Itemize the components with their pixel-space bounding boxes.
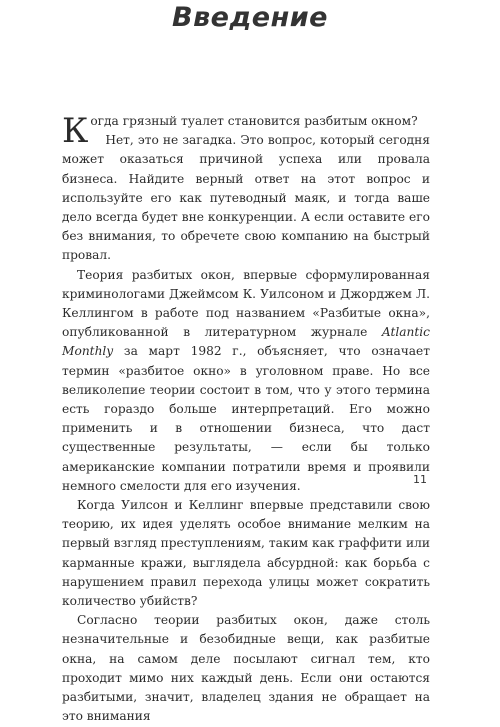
paragraph-1 (62, 111, 430, 151)
paragraph-3-text-b: за март 1982 г., объясняет, что означает термин «разбитое окно» в уголовном праве. Но все великолепие теории состоит в том, что у этого термина есть гораздо больше интерпретаций. Его можно применить и в отношении бизнеса, что даст существенные результаты, — если бы только американские компании потратили время и проявили немного смелости для его изучения. (62, 344, 430, 493)
paragraph-5: Согласно теории разбитых окон, даже столь незначительные и безобидные вещи, как разбитые окна, на самом деле посылают сигнал тем, кто проходит мимо них каждый день. Если они остаются разбитыми, значит, владелец здания не обращает на это внимания (62, 613, 430, 724)
paragraph-1-text: огда грязный туалет становится разбитым окном? (90, 114, 418, 128)
page-number: 11 (413, 473, 427, 486)
page-title: Введение (172, 2, 328, 33)
journal-name: Atlantic Monthly (62, 325, 430, 359)
body-text (62, 112, 430, 727)
drop-cap: К (62, 111, 89, 151)
paragraph-3-text-a: Теория разбитых окон, впервые сформулированная криминологами Джеймсом К. Уилсоном и Джорджем Л. Келлингом в работе под названием «Разбитые окна», опубликованной в литературном журнале (62, 267, 430, 340)
paragraph-3 (62, 266, 430, 496)
paragraph-2: Нет, это не загадка. Это вопрос, который сегодня может оказаться причиной успеха или провала бизнеса. Найдите верный ответ на этот вопрос и используйте его как путеводный маяк, и тогда ваше дело всегда будет вне конкуренции. А если оставите его без внимания, то обречете свою компанию на быстрый провал. (62, 133, 430, 263)
paragraph-4: Когда Уилсон и Келлинг впервые представили свою теорию, их идея уделять особое внимание мелким на первый взгляд преступлениям, таким как граффити или карманные кражи, выглядела абсурдной: как борьба с нарушением правил перехода улицы может сократить количество убийств? (62, 498, 430, 609)
